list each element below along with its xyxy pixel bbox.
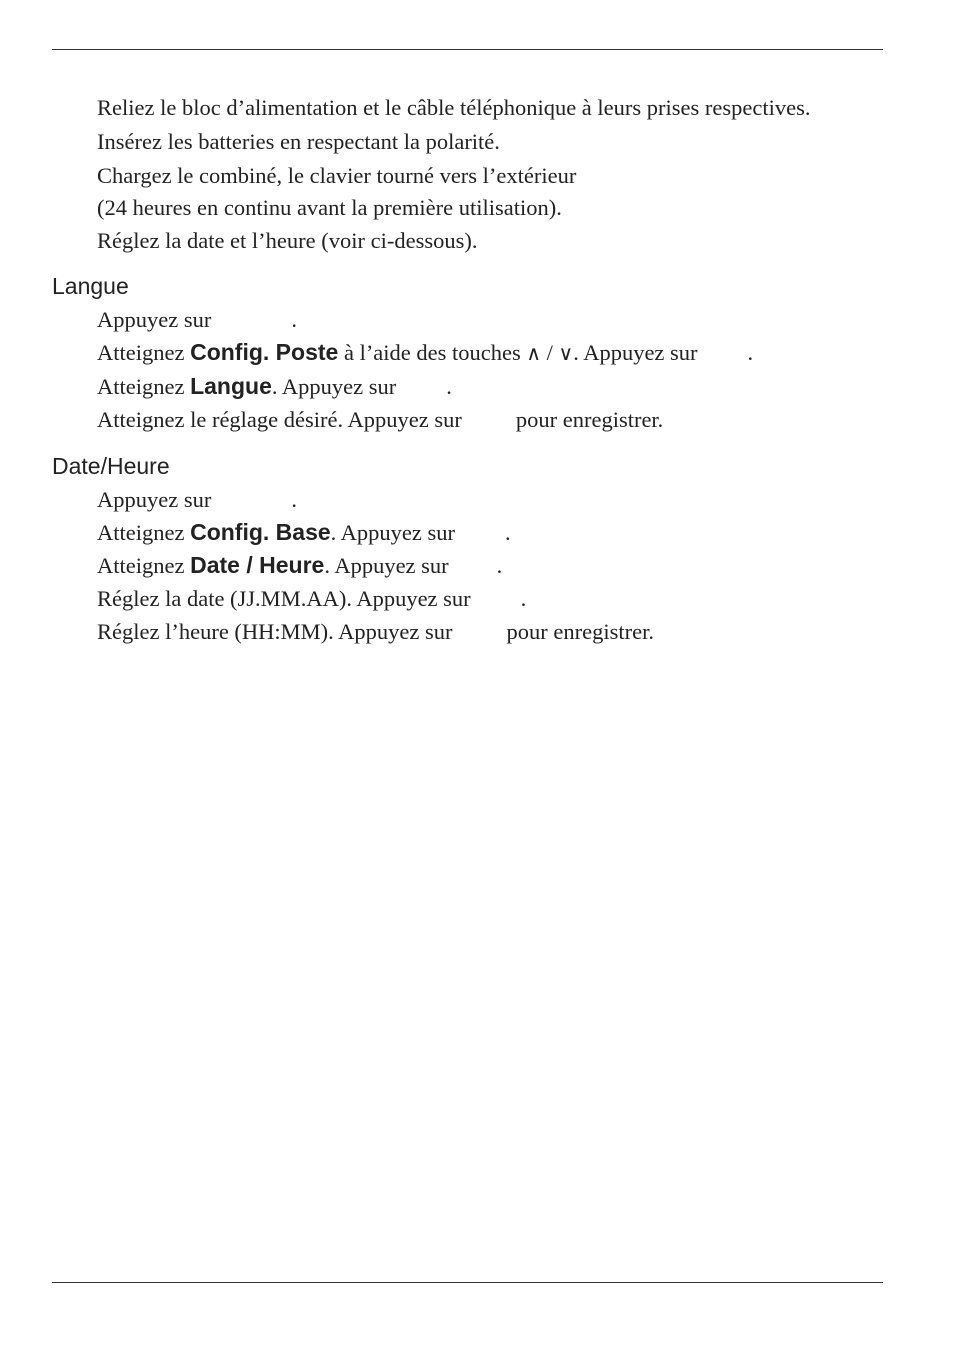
intro-step-3-note: (24 heures en continu avant la première utilisation). <box>97 195 562 220</box>
date-step-1-text: Appuyez sur <box>97 487 212 512</box>
menu-item-date-heure: Date / Heure <box>190 552 325 578</box>
langue-step-2-slash: / <box>546 340 553 365</box>
header-rule <box>52 49 883 50</box>
langue-step-3-pre: Atteignez <box>97 374 185 399</box>
date-step-4-text: Réglez la date (JJ.MM.AA). Appuyez sur <box>97 586 471 611</box>
langue-step-4-text: Atteignez le réglage désiré. Appuyez sur <box>97 407 462 432</box>
date-step-1-dot: . <box>291 487 297 512</box>
footer-rule <box>52 1282 883 1283</box>
menu-item-langue: Langue <box>190 373 272 399</box>
langue-step-3 <box>97 375 452 399</box>
langue-step-2-dot: . <box>747 340 754 365</box>
date-step-5-text: Réglez l’heure (HH:MM). Appuyez sur <box>97 619 453 644</box>
date-step-5-end: pour enregistrer. <box>506 619 654 644</box>
intro-step-1: Reliez le bloc d’alimentation et le câble téléphonique à leurs prises respectives. <box>97 95 811 120</box>
date-step-2-post: . Appuyez sur <box>330 520 456 545</box>
date-step-4 <box>97 588 526 611</box>
section-title-langue: Langue <box>52 273 129 299</box>
section-title-date-heure: Date/Heure <box>52 453 170 479</box>
date-step-3-dot: . <box>496 553 503 578</box>
intro-step-2: Insérez les batteries en respectant la polarité. <box>97 129 500 154</box>
langue-step-1-dot: . <box>291 307 297 332</box>
langue-step-2-post: . Appuyez sur <box>573 340 698 365</box>
menu-item-config-base: Config. Base <box>190 519 331 545</box>
arrow-down-icon: ∨ <box>558 341 574 365</box>
date-step-1 <box>97 489 297 512</box>
date-step-3-post: . Appuyez sur <box>324 553 449 578</box>
date-step-5 <box>97 621 654 644</box>
langue-step-4 <box>97 409 663 432</box>
langue-step-3-post: . Appuyez sur <box>271 374 397 399</box>
date-step-2 <box>97 521 511 545</box>
langue-step-1 <box>97 309 297 332</box>
date-step-2-dot: . <box>505 520 511 545</box>
menu-item-config-poste: Config. Poste <box>190 339 339 365</box>
intro-step-4: Réglez la date et l’heure (voir ci-dessous). <box>97 228 478 253</box>
date-step-4-dot: . <box>520 586 527 611</box>
date-step-3 <box>97 554 502 578</box>
langue-step-2-mid: à l’aide des touches <box>343 340 521 365</box>
langue-step-4-end: pour enregistrer. <box>515 407 664 432</box>
langue-step-3-dot: . <box>446 374 452 399</box>
intro-step-3: Chargez le combiné, le clavier tourné vers l’extérieur <box>97 163 577 188</box>
langue-step-2 <box>97 341 753 365</box>
langue-step-1-text: Appuyez sur <box>97 307 212 332</box>
date-step-3-pre: Atteignez <box>97 553 185 578</box>
langue-step-2-pre: Atteignez <box>97 340 185 365</box>
arrow-up-icon: ∧ <box>526 341 542 365</box>
date-step-2-pre: Atteignez <box>97 520 185 545</box>
